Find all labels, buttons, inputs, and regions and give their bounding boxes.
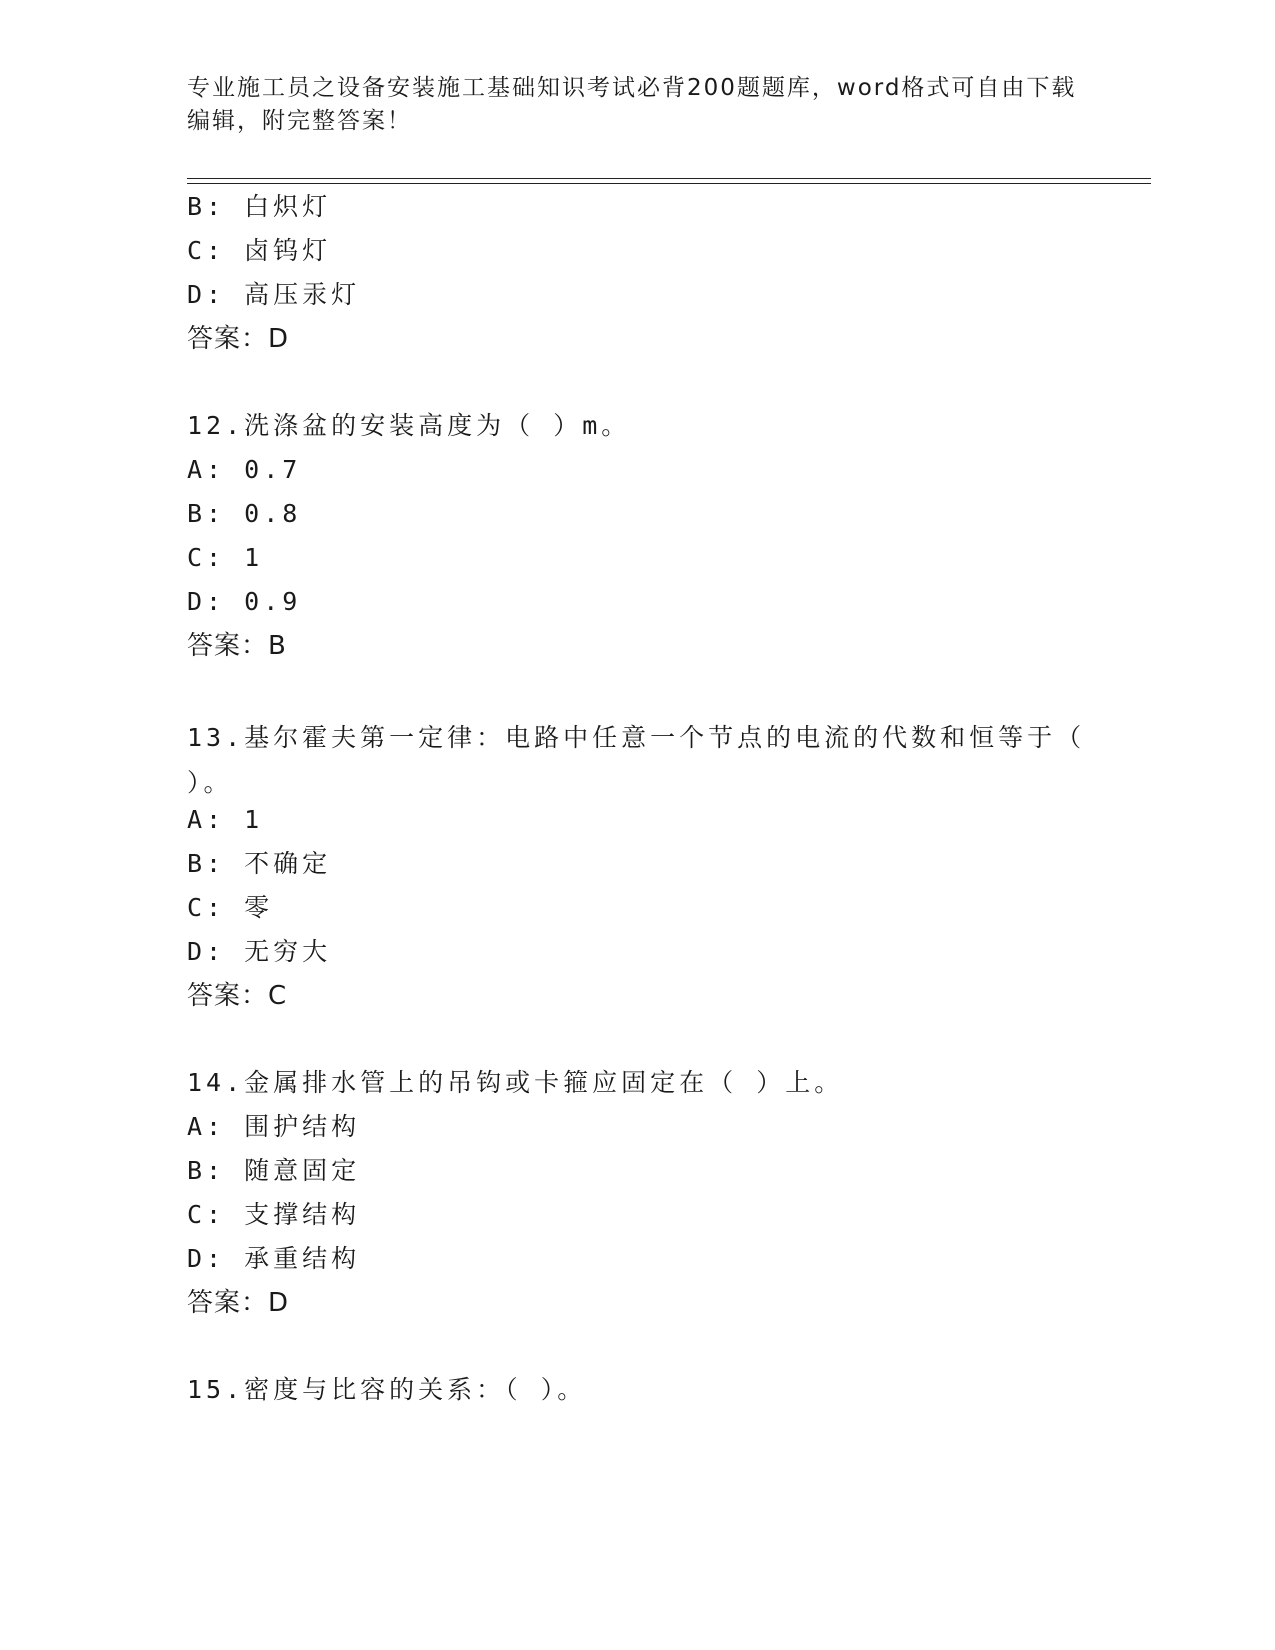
q12-answer: 答案：B [187,631,287,661]
q14-option-d: D: 承重结构 [187,1244,361,1273]
header-divider-top [187,178,1151,179]
q13-question: 13.基尔霍夫第一定律：电路中任意一个节点的电流的代数和恒等于（ ）。 [187,723,1086,797]
q13-option-d: D: 无穷大 [187,937,332,966]
q11-option-b: B: 白炽灯 [187,192,332,221]
q14-option-a: A: 围护结构 [187,1112,361,1141]
q14-question: 14.金属排水管上的吊钩或卡箍应固定在（ ）上。 [187,1068,844,1097]
q12-option-c: C: 1 [187,543,264,572]
q12-option-d: D: 0.9 [187,587,302,616]
q13-option-a: A: 1 [187,805,264,834]
q11-answer: 答案：D [187,324,290,354]
q13-option-c: C: 零 [187,893,274,922]
header-divider-bottom [187,183,1151,184]
q12-option-a: A: 0.7 [187,455,302,484]
q13-answer: 答案：C [187,981,288,1011]
q11-option-d: D: 高压汞灯 [187,280,361,309]
q14-option-c: C: 支撑结构 [187,1200,361,1229]
q14-option-b: B: 随意固定 [187,1156,361,1185]
q15-question: 15.密度与比容的关系：（ ）。 [187,1375,587,1404]
document-header: 专业施工员之设备安装施工基础知识考试必背200题题库，word格式可自由下载编辑，附完整答案！ [187,75,1077,134]
q12-option-b: B: 0.8 [187,499,302,528]
q14-answer: 答案：D [187,1288,290,1318]
q13-option-b: B: 不确定 [187,849,332,878]
q12-question: 12.洗涤盆的安装高度为（ ）m。 [187,411,631,440]
q11-option-c: C: 卤钨灯 [187,236,332,265]
